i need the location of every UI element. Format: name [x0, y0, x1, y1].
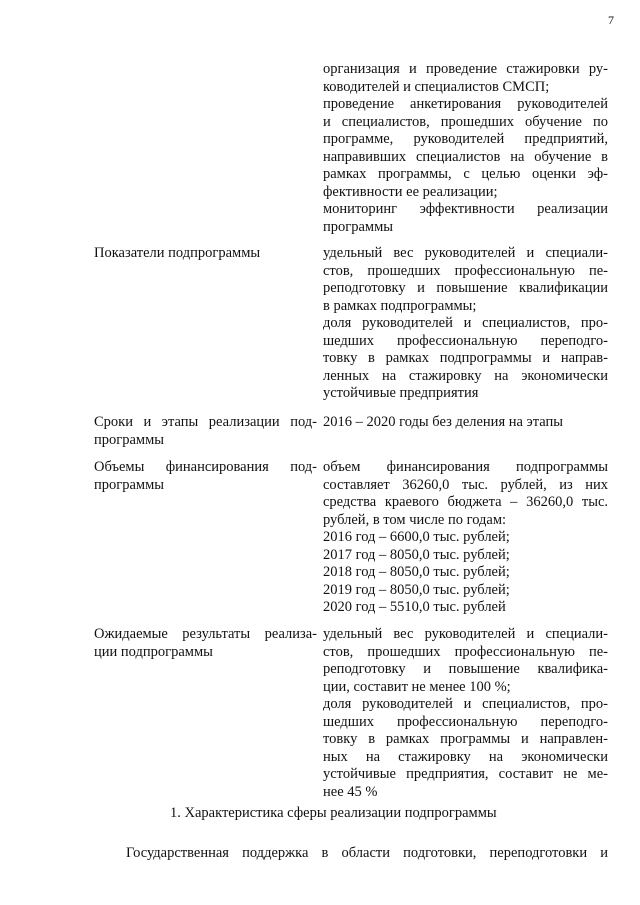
content-line: реподготовку и повышение квалификации	[323, 280, 608, 296]
label-line: Объемы финансирования под-	[94, 459, 317, 475]
label-line: ции подпрограммы	[94, 643, 213, 660]
label-line: Показатели подпрограммы	[94, 245, 261, 261]
activities-line: проведение анкетирования руководителей	[323, 96, 608, 112]
content-line: 2017 год – 8050,0 тыс. рублей;	[323, 546, 510, 563]
body-paragraph: Государственная поддержка в области подготовки, переподготовки и	[126, 845, 608, 861]
page-number: 7	[608, 13, 614, 27]
content-line: ции, составит не менее 100 %;	[323, 678, 511, 695]
label-line: программы	[94, 476, 164, 493]
section-heading: 1. Характеристика сферы реализации подпрограммы	[170, 805, 497, 821]
content-line: устойчивые предприятия	[323, 385, 479, 401]
content-line: ленных на стажировку на экономически	[323, 367, 608, 384]
content-line: стов, прошедших профессиональную пе-	[323, 262, 608, 279]
content-line: шедших профессиональную переподго-	[323, 713, 608, 730]
content-line: 2020 год – 5510,0 тыс. рублей	[323, 599, 506, 615]
label-line: Ожидаемые результаты реализа-	[94, 626, 317, 642]
content-line: товку в рамках подпрограммы и направ-	[323, 350, 608, 366]
content-line: нее 45 %	[323, 783, 378, 800]
financing-content	[323, 459, 608, 617]
financing-label	[94, 459, 317, 494]
activities-list	[323, 61, 608, 236]
content-line: 2016 – 2020 годы без деления на этапы	[323, 414, 564, 430]
content-line: ных на стажировку на экономически	[323, 748, 608, 765]
content-line: доля руководителей и специалистов, про-	[323, 696, 608, 712]
terms-label	[94, 414, 317, 449]
content-line: устойчивые предприятия, составит не ме-	[323, 766, 608, 782]
activities-line: направивших специалистов на обучение в	[323, 148, 608, 165]
content-line: 2018 год – 8050,0 тыс. рублей;	[323, 564, 510, 580]
content-line: 2019 год – 8050,0 тыс. рублей;	[323, 581, 510, 598]
content-line: удельный вес руководителей и специали-	[323, 626, 608, 642]
results-label	[94, 626, 317, 661]
content-line: составляет 36260,0 тыс. рублей, из них	[323, 476, 608, 493]
activities-line: организация и проведение стажировки ру-	[323, 61, 608, 77]
content-line: стов, прошедших профессиональную пе-	[323, 643, 608, 660]
content-line: средства краевого бюджета – 36260,0 тыс.	[323, 494, 608, 510]
activities-line: мониторинг эффективности реализации	[323, 201, 608, 217]
label-line: программы	[94, 431, 164, 448]
terms-content	[323, 414, 608, 432]
content-line: шедших профессиональную переподго-	[323, 332, 608, 349]
content-line: удельный вес руководителей и специали-	[323, 245, 608, 261]
indicators-content	[323, 245, 608, 403]
content-line: доля руководителей и специалистов, про-	[323, 315, 608, 331]
indicators-label	[94, 245, 317, 263]
activities-line: фективности ее реализации;	[323, 183, 498, 200]
content-line: объем финансирования подпрограммы	[323, 459, 608, 475]
content-line: реподготовку и повышение квалифика-	[323, 661, 608, 677]
activities-line: и специалистов, прошедших обучение по	[323, 113, 608, 130]
label-line: Сроки и этапы реализации под-	[94, 414, 317, 430]
activities-line: ководителей и специалистов СМСП;	[323, 78, 550, 95]
content-line: рублей, в том числе по годам:	[323, 511, 507, 528]
content-line: 2016 год – 6600,0 тыс. рублей;	[323, 529, 510, 545]
activities-line: программы	[323, 218, 393, 235]
results-content	[323, 626, 608, 801]
activities-line: рамках программы, с целью оценки эф-	[323, 166, 608, 182]
content-line: товку в рамках программы и направлен-	[323, 731, 608, 747]
activities-line: программе, руководителей предприятий,	[323, 131, 608, 147]
content-line: в рамках подпрограммы;	[323, 297, 477, 314]
